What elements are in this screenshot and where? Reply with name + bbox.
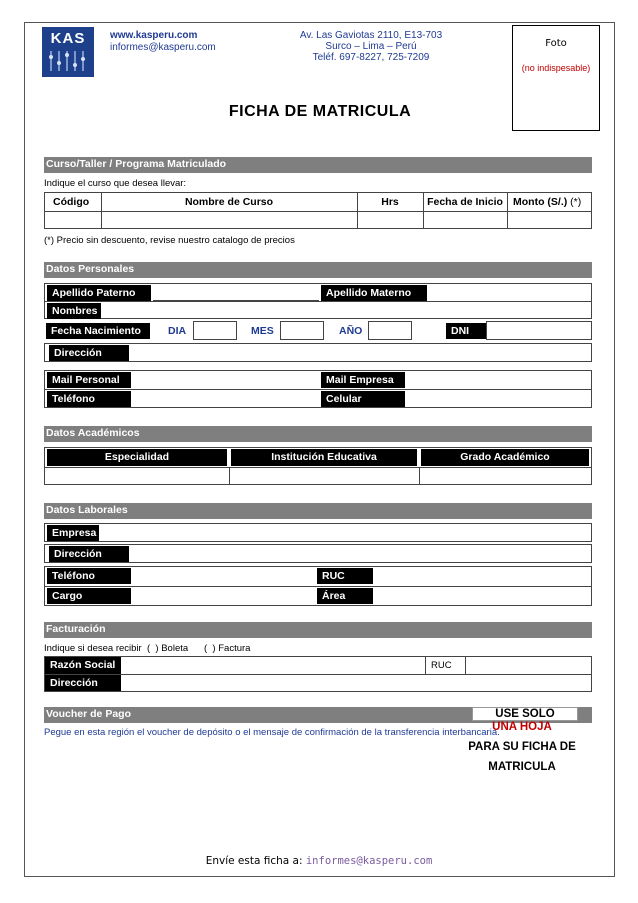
- row-divider: [45, 586, 591, 587]
- notice-line-red: UNA HOJA: [492, 721, 552, 733]
- photo-label: Foto: [545, 38, 567, 49]
- address-line: Surco – Lima – Perú: [325, 41, 417, 52]
- billing-section-bar: [44, 622, 592, 638]
- especialidad-input[interactable]: [45, 468, 229, 484]
- area-input[interactable]: [375, 588, 591, 604]
- course-section-bar: [44, 157, 592, 173]
- academic-table: [44, 447, 592, 485]
- column-header: Institución Educativa: [231, 449, 417, 466]
- area-label: Área: [317, 588, 373, 604]
- direccion-label: Dirección: [49, 345, 129, 361]
- direccion-row: [44, 343, 592, 362]
- apellido-materno-input[interactable]: [429, 285, 591, 300]
- column-header: [513, 193, 593, 211]
- monto-footnote-mark: (*): [570, 196, 582, 208]
- billing-ruc-text: RUC: [431, 660, 452, 671]
- apellido-materno-label: Apellido Materno: [321, 285, 427, 301]
- section-title: Datos Académicos: [46, 427, 140, 439]
- single-page-notice: [448, 707, 596, 781]
- billing-block: [44, 656, 592, 692]
- email-link[interactable]: informes@kasperu.com: [110, 42, 216, 53]
- academic-section-bar: [44, 426, 592, 442]
- work-direccion-row: [44, 544, 592, 563]
- logo-text: KAS: [50, 30, 86, 47]
- column-header: Nombre de Curso: [184, 196, 274, 208]
- work-direccion-input[interactable]: [131, 546, 591, 562]
- section-title: Voucher de Pago: [46, 708, 131, 720]
- mes-input[interactable]: [280, 321, 324, 340]
- razon-social-label: Razón Social: [45, 657, 121, 674]
- company-address: [296, 30, 446, 63]
- work-contact-block: [44, 566, 592, 606]
- billing-ruc-input[interactable]: [465, 657, 592, 674]
- anio-label: AÑO: [339, 325, 363, 337]
- section-title: Curso/Taller / Programa Matriculado: [46, 158, 227, 170]
- notice-line: PARA SU FICHA DE: [468, 741, 576, 753]
- cargo-input[interactable]: [133, 588, 319, 604]
- course-instruction: Indique el curso que desea llevar:: [44, 178, 187, 189]
- dni-label: DNI: [446, 323, 486, 339]
- apellido-paterno-input[interactable]: [153, 285, 319, 301]
- row-divider: [45, 301, 591, 302]
- mail-empresa-input[interactable]: [407, 372, 591, 387]
- apellido-paterno-label: Apellido Paterno: [47, 285, 151, 301]
- monto-input[interactable]: [508, 212, 591, 228]
- razon-social-input[interactable]: [123, 657, 423, 674]
- billing-direccion-input[interactable]: [123, 675, 591, 691]
- ruc-input[interactable]: [375, 568, 591, 584]
- names-block: [44, 283, 592, 319]
- photo-note: (no indispesable): [521, 63, 591, 73]
- celular-input[interactable]: [407, 391, 591, 406]
- mail-empresa-label: Mail Empresa: [321, 372, 405, 388]
- cargo-label: Cargo: [47, 588, 131, 604]
- footer: [0, 855, 638, 867]
- abacus-icon: [47, 49, 89, 73]
- empresa-row: [44, 523, 592, 542]
- work-telefono-label: Teléfono: [47, 568, 131, 584]
- column-header: Fecha de Inicio: [427, 196, 503, 208]
- ruc-label: RUC: [317, 568, 373, 584]
- contact-block: [44, 370, 592, 408]
- dni-input[interactable]: [486, 321, 592, 340]
- work-direccion-label: Dirección: [49, 546, 129, 562]
- column-header: Código: [53, 196, 90, 208]
- telefono-label: Teléfono: [47, 391, 131, 407]
- course-table-header: [45, 193, 591, 212]
- work-section-bar: [44, 503, 592, 519]
- empresa-input[interactable]: [101, 525, 591, 541]
- row-divider: [45, 389, 591, 390]
- grado-input[interactable]: [420, 468, 591, 484]
- curso-input[interactable]: [102, 212, 357, 228]
- telefono-input[interactable]: [133, 391, 319, 406]
- form-title: FICHA DE MATRICULA: [228, 103, 412, 120]
- anio-input[interactable]: [368, 321, 412, 340]
- dia-label: DIA: [168, 325, 187, 337]
- column-header: Grado Académico: [421, 449, 589, 466]
- mail-personal-input[interactable]: [133, 372, 319, 387]
- website-link[interactable]: www.kasperu.com: [110, 30, 198, 41]
- personal-section-bar: [44, 262, 592, 278]
- voucher-paste-area[interactable]: [44, 740, 444, 850]
- address-line: Av. Las Gaviotas 2110, E13-703: [299, 30, 443, 41]
- section-title: Datos Laborales: [46, 504, 128, 516]
- photo-box[interactable]: [512, 25, 600, 131]
- price-footnote: (*) Precio sin descuento, revise nuestro catalogo de precios: [44, 235, 295, 246]
- monto-label: Monto (S/.): [513, 196, 568, 208]
- work-telefono-input[interactable]: [133, 568, 319, 584]
- billing-direccion-label: Dirección: [45, 675, 121, 691]
- mes-label: MES: [251, 325, 274, 337]
- institucion-input[interactable]: [230, 468, 419, 484]
- section-title: Facturación: [46, 623, 106, 635]
- voucher-instruction: Pegue en esta región el voucher de depósito o el mensaje de confirmación de la transferencia interbancaria.: [44, 727, 500, 738]
- billing-ruc-label: [425, 657, 463, 674]
- notice-line: USE SOLO: [472, 707, 578, 721]
- course-table: [44, 192, 592, 229]
- notice-line: MATRICULA: [488, 761, 556, 773]
- footer-text: Envíe esta ficha a:: [205, 855, 306, 867]
- column-header: Especialidad: [47, 449, 227, 466]
- empresa-label: Empresa: [47, 525, 99, 541]
- direccion-input[interactable]: [131, 345, 591, 361]
- company-logo: [42, 27, 94, 77]
- fecha-inicio-input[interactable]: [424, 212, 507, 228]
- phone-line: Teléf. 697-8227, 725-7209: [312, 52, 430, 63]
- codigo-input[interactable]: [45, 212, 101, 228]
- column-header: Hrs: [381, 196, 399, 208]
- mail-personal-label: Mail Personal: [47, 372, 131, 388]
- hrs-input[interactable]: [358, 212, 423, 228]
- dia-input[interactable]: [193, 321, 237, 340]
- nombres-label: Nombres: [47, 303, 101, 319]
- footer-email-link[interactable]: informes@kasperu.com: [305, 855, 433, 867]
- fecha-nacimiento-label: Fecha Nacimiento: [46, 323, 150, 339]
- billing-instruction[interactable]: Indique si desea recibir ( ) Boleta ( ) Factura: [44, 643, 251, 654]
- celular-label: Celular: [321, 391, 405, 407]
- nombres-input[interactable]: [103, 303, 591, 318]
- section-title: Datos Personales: [46, 263, 135, 275]
